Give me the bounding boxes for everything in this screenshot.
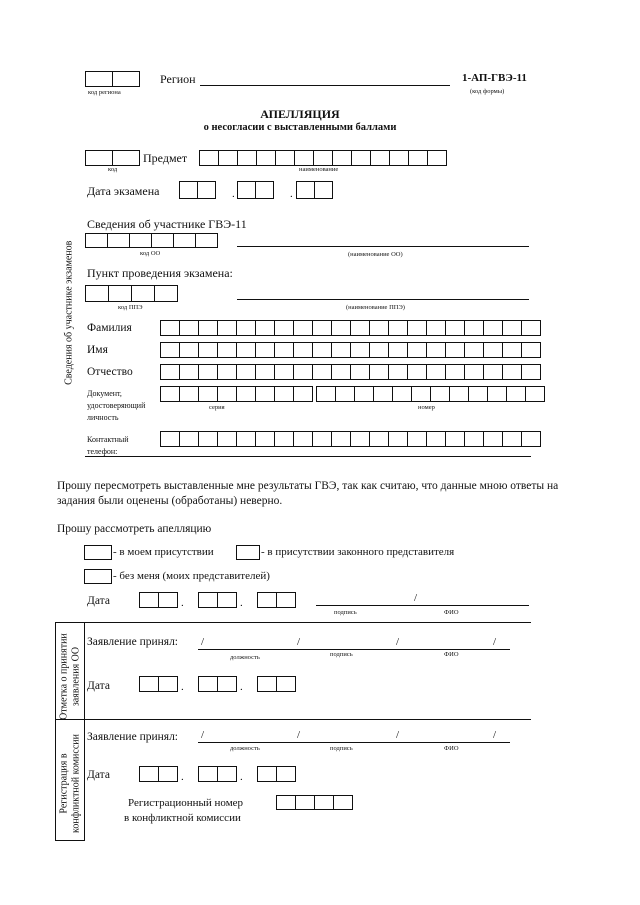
reg-number-cells[interactable] [276,795,353,810]
commission-signature-caption: подпись [330,745,353,752]
subject-code-caption: код [108,166,118,173]
participant-side-label: Сведения об участнике экзаменов [63,240,75,385]
request-date-year-cells[interactable] [257,592,296,608]
date-dot: . [181,681,184,693]
doc-label-line1: Документ, [87,389,122,398]
oo-section-top-line [55,622,531,623]
name-label: Имя [87,344,108,356]
slash: / [493,729,497,741]
date-dot: . [240,681,243,693]
oo-side-label-line1: Отметка о принятии [58,633,70,720]
date-dot: . [181,771,184,783]
request-text-line1: Прошу пересмотреть выставленные мне результаты ГВЭ, так как считаю, что данные мною ответы на [57,480,559,492]
oo-side-label-line2: заявления ОО [70,646,81,707]
commission-side-label-line2: конфликтной комиссии [70,734,81,833]
slash: / [297,729,301,741]
phone-label-line2: телефон: [87,447,118,456]
request-fio-caption: ФИО [444,609,459,616]
phone-cells[interactable] [160,431,541,447]
form-code: 1-АП-ГВЭ-11 [462,72,527,84]
subject-name-cells[interactable] [199,150,447,166]
ppe-heading: Пункт проведения экзамена: [87,266,233,280]
slash: / [201,636,205,648]
slash: / [493,636,497,648]
option-representative-checkbox[interactable] [236,545,260,560]
slash: / [396,729,400,741]
page-subtitle: о несогласии с выставленными баллами [203,122,397,133]
commission-side-label [59,724,82,844]
patronymic-cells[interactable] [160,364,541,380]
option-representative-label: - в присутствии законного представителя [261,546,455,558]
phone-label-line1: Контактный [87,435,129,444]
oo-date-year-cells[interactable] [257,676,296,692]
slash: / [396,636,400,648]
surname-label: Фамилия [87,322,132,334]
option-absent-label: - без меня (моих представителей) [113,570,270,582]
subject-label: Предмет [143,151,188,165]
exam-date-label: Дата экзамена [87,184,160,198]
request-date-month-cells[interactable] [198,592,237,608]
date-dot: . [232,188,235,200]
surname-cells[interactable] [160,320,541,336]
reg-number-label-line1: Регистрационный номер [128,797,244,809]
commission-side-label-line1: Регистрация в [58,753,70,814]
doc-label-line2: удостоверяющий [87,401,146,410]
oo-code-cells[interactable] [85,233,218,248]
commission-section-top-line [55,719,531,720]
page-title: АПЕЛЛЯЦИЯ [260,107,340,121]
oo-fio-caption: ФИО [444,651,459,658]
subject-name-caption: наименование [299,166,339,173]
date-dot: . [240,597,243,609]
oo-code-caption: код ОО [140,250,161,257]
commission-accepted-label: Заявление принял: [87,731,179,743]
patronymic-label: Отчество [87,366,133,378]
ppe-code-cells[interactable] [85,285,178,302]
option-present-checkbox[interactable] [84,545,112,560]
ppe-code-caption: код ППЭ [118,304,143,311]
date-dot: . [181,597,184,609]
oo-position-caption: должность [230,654,260,661]
oo-name-line[interactable] [237,246,529,247]
slash: / [297,636,301,648]
oo-accepted-label: Заявление принял: [87,636,179,648]
side-label-column-line [84,622,85,840]
commission-date-year-cells[interactable] [257,766,296,782]
left-border-line [55,622,56,840]
oo-date-label: Дата [87,680,110,692]
form-code-caption: (код формы) [470,88,505,95]
request-text-line2: задания были оценены (обработаны) неверно. [57,495,283,507]
slash: / [414,592,418,604]
commission-fio-caption: ФИО [444,745,459,752]
oo-name-caption: (наименование ОО) [348,251,403,258]
ppe-name-caption: (наименование ППЭ) [346,304,405,311]
exam-date-year-cells[interactable] [296,181,333,199]
option-absent-checkbox[interactable] [84,569,112,584]
oo-date-month-cells[interactable] [198,676,237,692]
oo-date-day-cells[interactable] [139,676,178,692]
participant-section-bottom-line [85,456,531,457]
commission-accepted-line[interactable] [198,742,510,743]
region-name-line[interactable] [200,85,450,86]
request-date-label: Дата [87,595,110,607]
commission-position-caption: должность [230,745,260,752]
consider-label: Прошу рассмотреть апелляцию [57,523,212,535]
oo-accepted-line[interactable] [198,649,510,650]
exam-date-day-cells[interactable] [179,181,216,199]
doc-number-cells[interactable] [316,386,545,402]
doc-number-caption: номер [418,404,435,411]
ppe-name-line[interactable] [237,299,529,300]
commission-date-month-cells[interactable] [198,766,237,782]
subject-code-cells[interactable] [85,150,140,166]
slash: / [201,729,205,741]
region-label: Регион [160,72,196,86]
request-date-day-cells[interactable] [139,592,178,608]
name-cells[interactable] [160,342,541,358]
exam-date-month-cells[interactable] [237,181,274,199]
oo-signature-caption: подпись [330,651,353,658]
doc-label-line3: личность [87,413,119,422]
doc-series-caption: серия [209,404,225,411]
reg-number-label-line2: в конфликтной комиссии [124,812,241,824]
date-dot: . [290,188,293,200]
region-code-caption: код региона [88,89,121,96]
participant-heading: Сведения об участнике ГВЭ-11 [87,217,247,231]
commission-date-day-cells[interactable] [139,766,178,782]
region-code-cells[interactable] [85,71,140,87]
date-dot: . [240,771,243,783]
doc-series-cells[interactable] [160,386,313,402]
request-signature-caption: подпись [334,609,357,616]
request-signature-line[interactable] [316,605,529,606]
commission-date-label: Дата [87,769,110,781]
option-present-label: - в моем присутствии [113,546,214,558]
